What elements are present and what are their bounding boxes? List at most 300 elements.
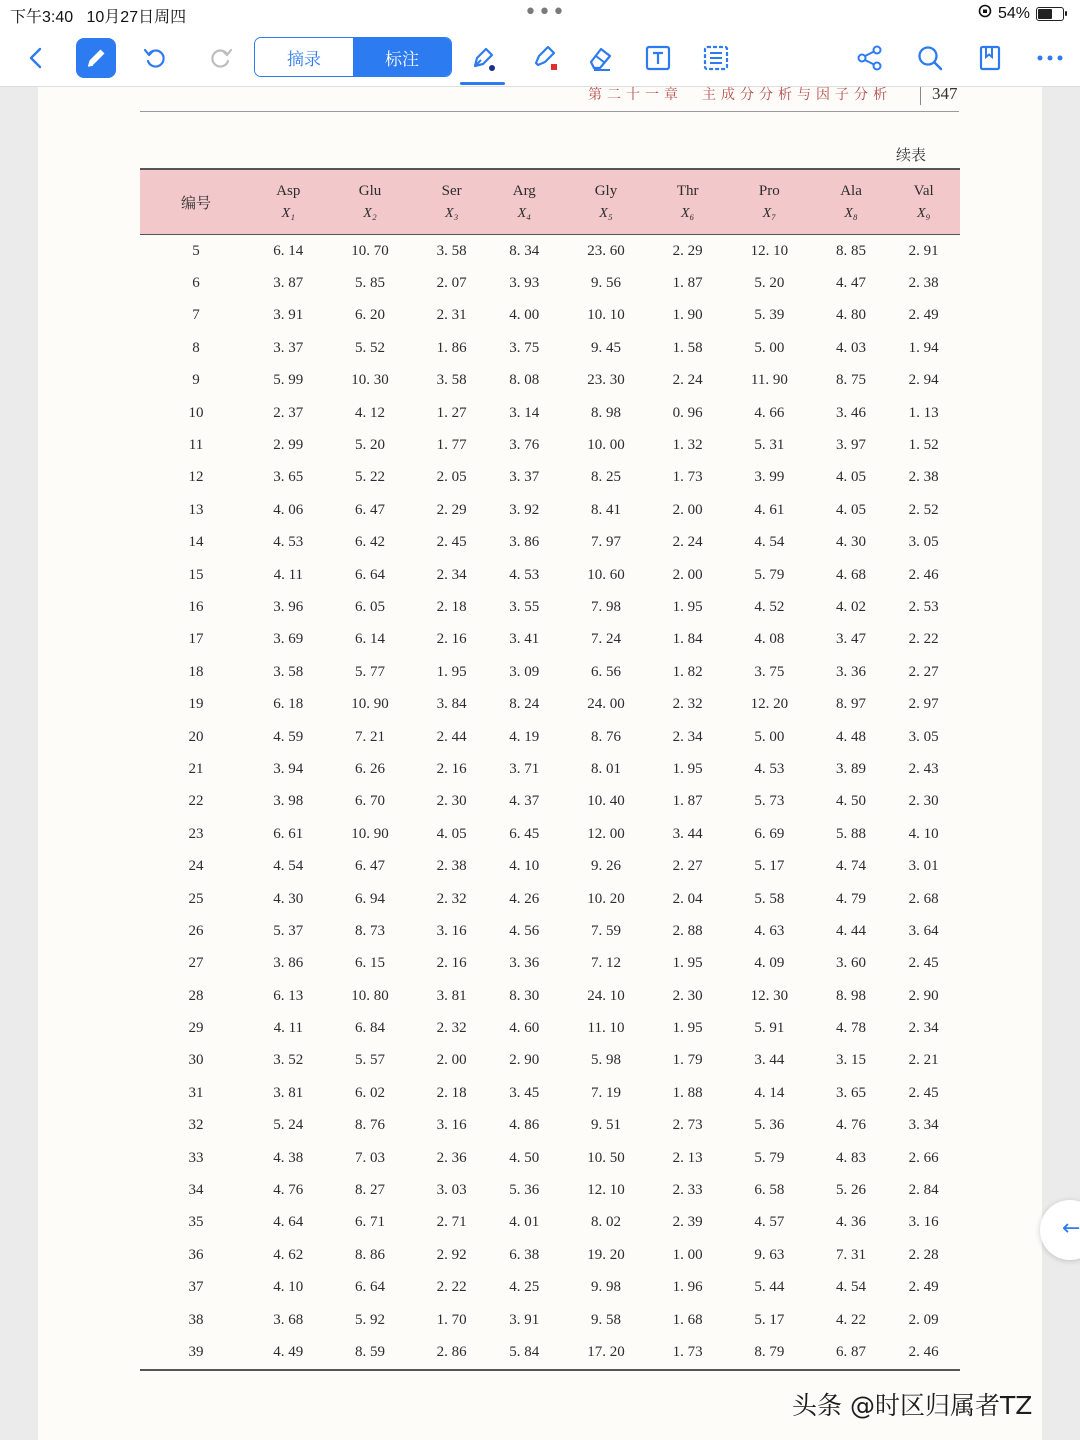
table-cell: 4. 61 [754, 501, 785, 518]
table-cell: 1. 95 [436, 663, 467, 680]
table-cell: 2. 34 [908, 1020, 939, 1037]
table-cell: 5. 84 [488, 1336, 561, 1369]
table-row [140, 1110, 960, 1142]
table-cell: 2. 29 [436, 501, 467, 518]
eraser-icon[interactable] [580, 38, 620, 78]
table-cell: 2. 16 [436, 631, 467, 648]
table-cell: 3. 76 [509, 437, 540, 454]
table-cell: 3. 05 [908, 728, 939, 745]
row-id-cell: 9 [192, 372, 200, 389]
table-cell: 8. 98 [836, 987, 867, 1004]
table-cell: 8. 85 [836, 242, 867, 259]
table-cell: 12. 10 [587, 1182, 625, 1199]
table-cell: 1. 13 [908, 404, 939, 421]
share-icon[interactable] [850, 38, 890, 78]
column-name: Asp [276, 183, 301, 199]
table-cell: 6. 45 [509, 825, 540, 842]
row-id-cell: 15 [188, 566, 204, 583]
table-cell: 19. 20 [587, 1246, 625, 1263]
table-cell: 6. 47 [354, 501, 385, 518]
table-cell: 10. 00 [587, 437, 625, 454]
table-cell: 4. 03 [836, 339, 867, 356]
column-header [651, 169, 724, 235]
table-cell: 2. 86 [415, 1336, 488, 1369]
table-cell: 1. 95 [672, 1020, 703, 1037]
row-id-cell: 26 [188, 922, 204, 939]
table-cell: 3. 99 [754, 469, 785, 486]
table-cell: 2. 46 [908, 566, 939, 583]
table-cell: 2. 32 [436, 1020, 467, 1037]
table-cell: 8. 02 [590, 1214, 621, 1231]
more-icon[interactable] [1030, 38, 1070, 78]
table-cell: 3. 03 [436, 1182, 467, 1199]
table-cell: 8. 34 [509, 242, 540, 259]
table-cell: 4. 78 [836, 1020, 867, 1037]
table-cell: 2. 29 [672, 242, 703, 259]
table-cell: 1. 70 [436, 1311, 467, 1328]
table-cell: 3. 16 [436, 922, 467, 939]
table-cell: 7. 19 [590, 1084, 621, 1101]
row-id-cell: 19 [188, 696, 204, 713]
table-cell: 4. 02 [836, 598, 867, 615]
table-cell: 4. 50 [836, 793, 867, 810]
table-cell: 5. 79 [754, 566, 785, 583]
table-cell: 6. 20 [354, 307, 385, 324]
table-cell: 4. 53 [754, 760, 785, 777]
column-symbol: X₁ [281, 206, 296, 221]
table-cell: 4. 68 [836, 566, 867, 583]
table-cell: 4. 53 [509, 566, 540, 583]
table-cell: 4. 06 [273, 501, 304, 518]
table-cell: 5. 00 [754, 339, 785, 356]
table-cell: 5. 79 [754, 1149, 785, 1166]
table-cell: 7. 03 [354, 1149, 385, 1166]
table-cell: 4. 36 [836, 1214, 867, 1231]
table-cell: 3. 01 [908, 858, 939, 875]
table-cell: 2. 38 [908, 275, 939, 292]
table-cell: 4. 30 [836, 534, 867, 551]
table-cell: 1. 90 [672, 307, 703, 324]
table-cell: 6. 14 [273, 242, 304, 259]
table-cell: 3. 69 [273, 631, 304, 648]
column-header [724, 169, 815, 235]
table-cell: 7. 97 [590, 534, 621, 551]
table-cell: 6. 13 [273, 987, 304, 1004]
status-right [978, 4, 1064, 23]
table-cell: 2. 24 [672, 534, 703, 551]
table-cell: 4. 54 [754, 534, 785, 551]
row-id-cell: 34 [188, 1182, 204, 1199]
bookmark-icon[interactable] [970, 38, 1010, 78]
table-cell: 2. 45 [436, 534, 467, 551]
table-cell: 2. 32 [672, 696, 703, 713]
row-id-cell: 12 [188, 469, 204, 486]
table-cell: 1. 95 [672, 760, 703, 777]
table-row [140, 656, 960, 688]
table-cell: 4. 19 [509, 728, 540, 745]
table-cell: 2. 97 [908, 696, 939, 713]
column-symbol: X₇ [762, 206, 777, 221]
table-cell: 4. 38 [273, 1149, 304, 1166]
row-id-cell: 30 [188, 1052, 204, 1069]
table-cell: 1. 95 [672, 598, 703, 615]
row-id-cell: 20 [188, 728, 204, 745]
table-cell: 4. 10 [509, 858, 540, 875]
redo-icon[interactable] [201, 38, 241, 78]
table-cell: 3. 14 [509, 404, 540, 421]
column-header [325, 169, 416, 235]
status-time [10, 4, 186, 27]
table-cell: 10. 60 [587, 566, 625, 583]
table-row [140, 1239, 960, 1271]
table-cell: 7. 98 [590, 598, 621, 615]
table-cell: 4. 49 [252, 1336, 325, 1369]
table-cell: 3. 86 [273, 955, 304, 972]
table-row [140, 235, 960, 268]
annotation-toolbar [0, 30, 1080, 87]
row-id-cell: 14 [188, 534, 204, 551]
row-id-cell: 39 [140, 1336, 252, 1369]
table-cell: 3. 81 [273, 1084, 304, 1101]
table-cell: 8. 08 [509, 372, 540, 389]
table-cell: 5. 39 [754, 307, 785, 324]
table-cell: 3. 60 [836, 955, 867, 972]
table-cell: 4. 30 [273, 890, 304, 907]
table-cell: 4. 10 [908, 825, 939, 842]
table-cell: 8. 41 [590, 501, 621, 518]
table-cell: 4. 79 [836, 890, 867, 907]
table-cell: 5. 22 [354, 469, 385, 486]
table-cell: 2. 94 [908, 372, 939, 389]
search-icon[interactable] [910, 38, 950, 78]
table-cell: 10. 30 [351, 372, 389, 389]
table-cell: 2. 53 [908, 598, 939, 615]
table-cell: 8. 86 [354, 1246, 385, 1263]
list-box-icon[interactable] [696, 38, 736, 78]
row-id-cell: 7 [192, 307, 200, 324]
table-row [140, 527, 960, 559]
table-cell: 5. 17 [754, 1311, 785, 1328]
row-id-cell: 28 [188, 987, 204, 1004]
table-cell: 6. 15 [354, 955, 385, 972]
row-id-cell: 13 [188, 501, 204, 518]
table-cell: 5. 58 [754, 890, 785, 907]
table-row [140, 1077, 960, 1109]
id-column-header: 编号 [140, 169, 252, 235]
table-cell: 5. 26 [836, 1182, 867, 1199]
continued-label: 续表 [896, 146, 927, 164]
table-cell: 1. 87 [672, 275, 703, 292]
table-cell: 4. 26 [509, 890, 540, 907]
table-cell: 6. 61 [273, 825, 304, 842]
active-tool-indicator [460, 82, 505, 85]
row-id-cell: 16 [188, 598, 204, 615]
table-cell: 12. 20 [750, 696, 789, 713]
table-cell: 10. 40 [587, 793, 625, 810]
table-cell: 6. 69 [754, 825, 785, 842]
table-cell: 5. 73 [754, 793, 785, 810]
table-cell: 2. 28 [908, 1246, 939, 1263]
table-cell: 3. 46 [836, 404, 867, 421]
table-row [140, 915, 960, 947]
table-cell: 3. 65 [273, 469, 304, 486]
table-row [140, 624, 960, 656]
pen-tool-icon[interactable] [463, 38, 503, 78]
table-cell: 2. 34 [672, 728, 703, 745]
table-row [140, 559, 960, 591]
column-header [252, 169, 325, 235]
table-cell: 4. 11 [273, 1020, 304, 1037]
table-cell: 8. 79 [724, 1336, 815, 1369]
undo-icon[interactable] [135, 38, 175, 78]
table-cell: 2. 38 [436, 858, 467, 875]
table-cell: 2. 92 [436, 1246, 467, 1263]
header-rule [140, 111, 959, 112]
column-name: Thr [676, 183, 699, 199]
table-cell: 3. 34 [908, 1117, 939, 1134]
table-cell: 1. 88 [672, 1084, 703, 1101]
table-cell: 3. 16 [908, 1214, 939, 1231]
table-cell: 4. 56 [509, 922, 540, 939]
table-cell: 1. 96 [672, 1279, 703, 1296]
table-cell: 3. 98 [273, 793, 304, 810]
table-cell: 23. 60 [587, 242, 625, 259]
table-header-row [140, 169, 960, 235]
table-cell: 3. 58 [273, 663, 304, 680]
table-cell: 2. 44 [436, 728, 467, 745]
table-cell: 6. 94 [354, 890, 385, 907]
table-cell: 4. 05 [836, 469, 867, 486]
table-cell: 6. 58 [754, 1182, 785, 1199]
table-cell: 8. 75 [836, 372, 867, 389]
tab-excerpt[interactable]: 摘录 [255, 38, 353, 76]
table-cell: 1. 73 [651, 1336, 724, 1369]
table-cell: 2. 84 [908, 1182, 939, 1199]
column-name: Glu [358, 183, 382, 199]
table-row [140, 429, 960, 461]
table-cell: 2. 22 [436, 1279, 467, 1296]
table-cell: 5. 92 [354, 1311, 385, 1328]
table-cell: 3. 71 [509, 760, 540, 777]
table-cell: 5. 85 [354, 275, 385, 292]
row-id-cell: 23 [188, 825, 204, 842]
table-cell: 5. 91 [754, 1020, 785, 1037]
table-cell: 8. 25 [590, 469, 621, 486]
column-header [561, 169, 652, 235]
table-cell: 3. 75 [509, 339, 540, 356]
table-cell: 3. 09 [509, 663, 540, 680]
table-cell: 5. 37 [273, 922, 304, 939]
table-cell: 4. 64 [273, 1214, 304, 1231]
table-cell: 10. 20 [587, 890, 625, 907]
table-cell: 7. 21 [354, 728, 385, 745]
table-cell: 24. 10 [587, 987, 625, 1004]
table-cell: 2. 21 [908, 1052, 939, 1069]
status-bar [0, 0, 1080, 30]
column-header [815, 169, 888, 235]
table-cell: 8. 97 [836, 696, 867, 713]
amino-acid-table [140, 168, 960, 1371]
table-cell: 3. 97 [836, 437, 867, 454]
column-symbol: X₂ [363, 206, 377, 221]
table-cell: 2. 71 [436, 1214, 467, 1231]
table-cell: 6. 64 [354, 1279, 385, 1296]
table-cell: 7. 24 [590, 631, 621, 648]
highlighter-icon[interactable] [523, 38, 563, 78]
table-cell: 2. 68 [908, 890, 939, 907]
table-cell: 4. 10 [273, 1279, 304, 1296]
table-cell: 6. 38 [509, 1246, 540, 1263]
table-cell: 5. 36 [509, 1182, 540, 1199]
column-name: Pro [758, 183, 780, 199]
table-cell: 2. 27 [908, 663, 939, 680]
table-cell: 6. 47 [354, 858, 385, 875]
table-cell: 2. 09 [908, 1311, 939, 1328]
status-clock: 下午3:40 [10, 9, 74, 26]
table-cell: 8. 01 [590, 760, 621, 777]
table-cell: 5. 20 [354, 437, 385, 454]
table-row [140, 1207, 960, 1239]
table-cell: 2. 88 [672, 922, 703, 939]
floating-return-button[interactable] [1040, 1200, 1080, 1260]
table-cell: 2. 04 [672, 890, 703, 907]
battery-icon [1036, 7, 1064, 21]
table-cell: 3. 37 [509, 469, 540, 486]
row-id-cell: 21 [188, 760, 204, 777]
table-cell: 2. 00 [672, 566, 703, 583]
table-cell: 2. 43 [908, 760, 939, 777]
table-cell: 4. 05 [836, 501, 867, 518]
tab-annotate[interactable]: 标注 [353, 38, 451, 76]
table-cell: 4. 37 [509, 793, 540, 810]
table-cell: 3. 36 [836, 663, 867, 680]
table-cell: 4. 08 [754, 631, 785, 648]
table-cell: 0. 96 [672, 404, 703, 421]
table-row [140, 818, 960, 850]
table-cell: 4. 54 [836, 1279, 867, 1296]
table-cell: 2. 16 [436, 760, 467, 777]
table-cell: 2. 07 [436, 275, 467, 292]
table-row [140, 1142, 960, 1174]
table-cell: 2. 39 [672, 1214, 703, 1231]
table-cell: 24. 00 [587, 696, 625, 713]
table-cell: 3. 96 [273, 598, 304, 615]
table-cell: 5. 20 [754, 275, 785, 292]
table-cell: 4. 57 [754, 1214, 785, 1231]
table-cell: 1. 73 [672, 469, 703, 486]
table-cell: 4. 86 [509, 1117, 540, 1134]
table-cell: 2. 73 [672, 1117, 703, 1134]
table-cell: 3. 81 [436, 987, 467, 1004]
status-date: 10月27日周四 [86, 9, 187, 26]
table-cell: 10. 90 [351, 825, 389, 842]
table-cell: 1. 68 [672, 1311, 703, 1328]
column-symbol: X₄ [517, 206, 531, 221]
row-id-cell: 27 [188, 955, 204, 972]
table-cell: 5. 36 [754, 1117, 785, 1134]
table-cell: 9. 63 [754, 1246, 785, 1263]
back-chevron-icon[interactable] [16, 38, 56, 78]
row-id-cell: 36 [188, 1246, 204, 1263]
row-id-cell: 17 [188, 631, 204, 648]
table-cell: 17. 20 [561, 1336, 652, 1369]
table-cell: 3. 64 [908, 922, 939, 939]
table-cell: 2. 49 [908, 1279, 939, 1296]
pencil-icon[interactable] [76, 38, 116, 78]
table-cell: 8. 30 [509, 987, 540, 1004]
table-row [140, 850, 960, 882]
table-cell: 6. 71 [354, 1214, 385, 1231]
table-cell: 5. 77 [354, 663, 385, 680]
table-cell: 3. 44 [754, 1052, 785, 1069]
table-cell: 6. 14 [354, 631, 385, 648]
table-cell: 4. 48 [836, 728, 867, 745]
table-cell: 4. 22 [836, 1311, 867, 1328]
table-cell: 10. 70 [351, 242, 389, 259]
table-row [140, 397, 960, 429]
table-cell: 6. 05 [354, 598, 385, 615]
table-cell: 6. 64 [354, 566, 385, 583]
table-cell: 2. 00 [672, 501, 703, 518]
row-id-cell: 37 [188, 1279, 204, 1296]
header-separator [920, 87, 921, 105]
table-cell: 8. 76 [590, 728, 621, 745]
table-cell: 3. 87 [273, 275, 304, 292]
table-cell: 2. 90 [509, 1052, 540, 1069]
table-cell: 3. 47 [836, 631, 867, 648]
table-cell: 6. 02 [354, 1084, 385, 1101]
table-cell: 2. 27 [672, 858, 703, 875]
row-id-cell: 6 [192, 275, 200, 292]
table-cell: 4. 76 [836, 1117, 867, 1134]
table-cell: 4. 74 [836, 858, 867, 875]
table-cell: 12. 30 [750, 987, 789, 1004]
table-cell: 4. 47 [836, 275, 867, 292]
table-cell: 2. 52 [908, 501, 939, 518]
table-cell: 3. 86 [509, 534, 540, 551]
table-cell: 3. 37 [273, 339, 304, 356]
table-cell: 5. 52 [354, 339, 385, 356]
table-cell: 4. 80 [836, 307, 867, 324]
text-box-icon[interactable] [638, 38, 678, 78]
table-cell: 4. 83 [836, 1149, 867, 1166]
table-cell: 2. 22 [908, 631, 939, 648]
table-cell: 2. 30 [436, 793, 467, 810]
table-cell: 6. 56 [590, 663, 621, 680]
row-id-cell: 5 [192, 242, 200, 259]
table-row [140, 267, 960, 299]
table-cell: 1. 95 [672, 955, 703, 972]
row-id-cell: 22 [188, 793, 204, 810]
table-cell: 4. 60 [509, 1020, 540, 1037]
table-cell: 11. 10 [587, 1020, 625, 1037]
table-cell: 4. 11 [273, 566, 304, 583]
table-cell: 2. 99 [273, 437, 304, 454]
table-cell: 2. 32 [436, 890, 467, 907]
watermark-text: 头条 @时区归属者TZ [792, 1391, 1033, 1420]
orientation-lock-icon [978, 4, 992, 23]
table-cell: 2. 24 [672, 372, 703, 389]
table-cell: 1. 82 [672, 663, 703, 680]
table-body [140, 235, 960, 1370]
table-cell: 5. 00 [754, 728, 785, 745]
multitasking-dots-icon[interactable]: ••• [524, 0, 566, 25]
table-cell: 7. 12 [590, 955, 621, 972]
table-cell: 2. 37 [273, 404, 304, 421]
table-row [140, 591, 960, 623]
table-cell: 11. 90 [750, 372, 788, 389]
table-cell: 2. 00 [436, 1052, 467, 1069]
